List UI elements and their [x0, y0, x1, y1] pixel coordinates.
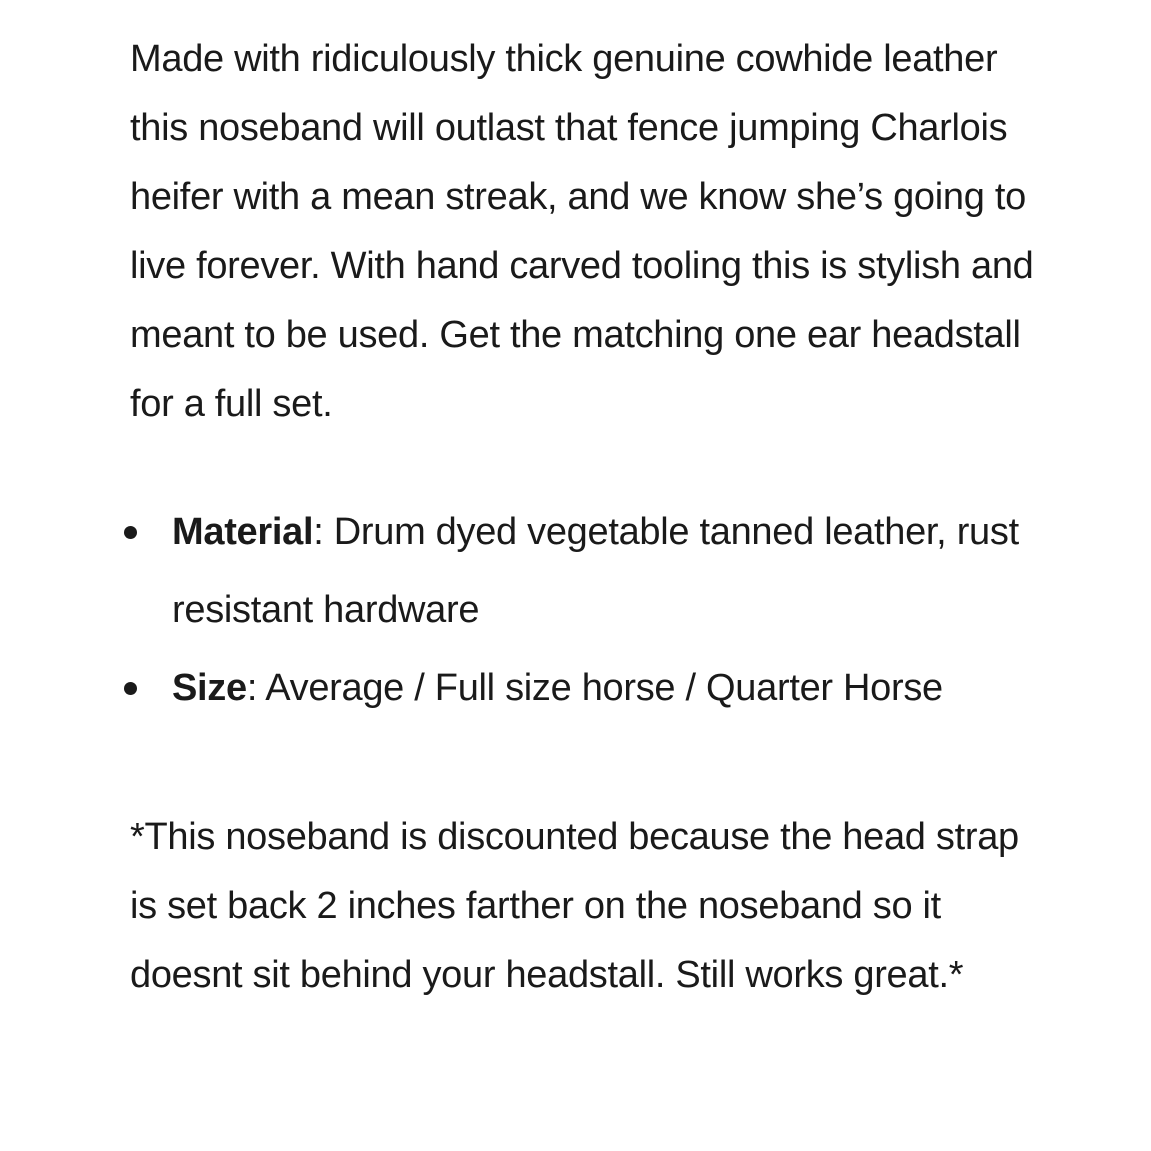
product-description [130, 25, 1035, 1010]
discount-footnote: *This noseband is discounted because the head strap is set back 2 inches farther on the noseband so it doesnt sit behind your headstall. Still works great.* [130, 816, 1019, 996]
spec-separator: : [246, 667, 258, 709]
list-item-material [130, 493, 1035, 649]
spec-label-size: Size [172, 667, 247, 709]
spec-separator: : [313, 511, 324, 553]
spec-label-material: Material [172, 511, 314, 553]
bullet-icon [124, 682, 137, 695]
spec-value-material: Drum dyed vegetable tanned leather, rust resistant hardware [172, 511, 1019, 631]
description-paragraph: Made with ridiculously thick genuine cowhide leather this noseband will outlast that fence jumping Charlois heifer with a mean streak, and we know she’s going to live forever. With hand carved tooling this is stylish and meant to be used. Get the matching one ear headstall for a full set. [130, 38, 1034, 425]
spec-value-size: Average / Full size horse / Quarter Horse [257, 667, 943, 709]
spec-list [130, 493, 1035, 727]
bullet-icon [124, 526, 137, 539]
list-item-size [130, 649, 1035, 727]
